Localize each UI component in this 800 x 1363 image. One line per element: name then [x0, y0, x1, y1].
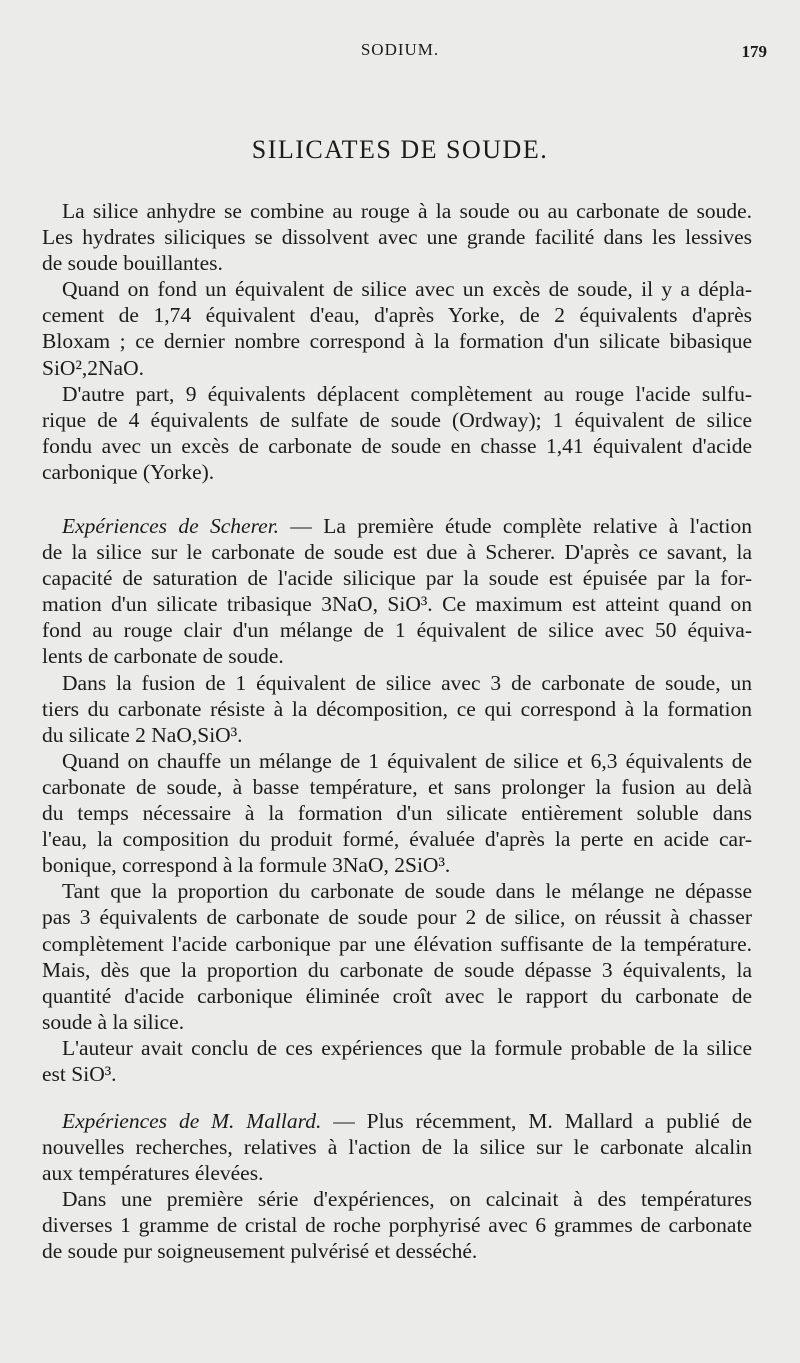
text-line: rique de 4 équivalents de sulfate de soude (Ordway); 1 équivalent de silice: [42, 407, 752, 432]
running-title: SODIUM.: [360, 40, 440, 59]
text-line: D'autre part, 9 équivalents déplacent complètement au rouge l'acide sulfu-: [62, 381, 752, 406]
text-run: — La première étude complète relative à l'action: [290, 514, 752, 538]
text-line: Quand on fond un équivalent de silice avec un excès de soude, il y a dépla-: [62, 277, 752, 302]
text-line: du temps nécessaire à la formation d'un silicate entièrement soluble dans: [42, 801, 752, 826]
text-line: capacité de saturation de l'acide silicique par la soude est épuisée par la for-: [42, 566, 752, 591]
paragraphs-scherer: [42, 513, 752, 1087]
text-line: de soude pur soigneusement pulvérisé et desséché.: [42, 1239, 478, 1264]
page-number: 179: [741, 42, 767, 61]
text-line: fondu avec un excès de carbonate de soude en chasse 1,41 équivalent d'acide: [42, 433, 752, 458]
text-line: Bloxam ; ce dernier nombre correspond à la formation d'un silicate bibasique: [42, 329, 752, 354]
text-line: Mais, dès que la proportion du carbonate de soude dépasse 3 équivalents, la: [42, 957, 752, 982]
text-line: [42, 1108, 752, 1134]
text-line: complètement l'acide carbonique par une élévation suffisante de la température.: [42, 931, 752, 956]
text-line: aux températures élevées.: [42, 1161, 264, 1186]
running-head: [0, 40, 800, 70]
text-line: pas 3 équivalents de carbonate de soude pour 2 de silice, on réussit à chasser: [42, 905, 752, 930]
text-line: l'eau, la composition du produit formé, évaluée d'après la perte en acide car-: [42, 827, 752, 852]
text-line: fond au rouge clair d'un mélange de 1 équivalent de silice avec 50 équiva-: [42, 618, 752, 643]
text-line: de la silice sur le carbonate de soude est due à Scherer. D'après ce savant, la: [42, 540, 752, 565]
text-line: Dans une première série d'expériences, on calcinait à des températures: [62, 1187, 752, 1212]
text-line: bonique, correspond à la formule 3NaO, 2SiO³.: [42, 853, 451, 878]
paragraphs-mallard: [42, 1108, 752, 1265]
text-line: lents de carbonate de soude.: [42, 644, 284, 669]
text-line: cement de 1,74 équivalent d'eau, d'après Yorke, de 2 équivalents d'après: [42, 303, 752, 328]
text-line: carbonate de soude, à basse température, et sans prolonger la fusion au delà: [42, 774, 752, 799]
paragraphs-intro: [42, 198, 752, 485]
subsection-heading-mallard: Expériences de M. Mallard.: [62, 1109, 322, 1133]
subsection-heading-scherer: Expériences de Scherer.: [62, 514, 280, 538]
text-line: L'auteur avait conclu de ces expériences que la formule probable de la silice: [62, 1035, 752, 1060]
text-line: Dans la fusion de 1 équivalent de silice avec 3 de carbonate de soude, un: [62, 670, 752, 695]
text-line: soude à la silice.: [42, 1009, 185, 1034]
text-run: — Plus récemment, M. Mallard a publié de: [333, 1109, 752, 1133]
text-line: carbonique (Yorke).: [42, 459, 215, 484]
section-title: SILICATES DE SOUDE.: [251, 135, 549, 164]
text-line: diverses 1 gramme de cristal de roche porphyrisé avec 6 grammes de carbonate: [42, 1213, 752, 1238]
text-line: est SiO³.: [42, 1061, 117, 1086]
text-line: nouvelles recherches, relatives à l'action de la silice sur le carbonate alcalin: [42, 1135, 752, 1160]
text-line: du silicate 2 NaO,SiO³.: [42, 722, 243, 747]
text-line: quantité d'acide carbonique éliminée croît avec le rapport du carbonate de: [42, 983, 752, 1008]
text-line: [42, 513, 752, 539]
text-line: La silice anhydre se combine au rouge à la soude ou au carbonate de soude.: [62, 199, 752, 223]
text-line: mation d'un silicate tribasique 3NaO, SiO³. Ce maximum est atteint quand on: [42, 592, 752, 617]
text-line: Tant que la proportion du carbonate de soude dans le mélange ne dépasse: [62, 879, 752, 904]
text-line: Quand on chauffe un mélange de 1 équivalent de silice et 6,3 équivalents de: [62, 748, 752, 773]
text-line: Les hydrates siliciques se dissolvent avec une grande facilité dans les lessives: [42, 225, 752, 250]
text-line: tiers du carbonate résiste à la décomposition, ce qui correspond à la formation: [42, 696, 752, 721]
text-line: SiO²,2NaO.: [42, 355, 144, 380]
text-line: de soude bouillantes.: [42, 251, 223, 276]
